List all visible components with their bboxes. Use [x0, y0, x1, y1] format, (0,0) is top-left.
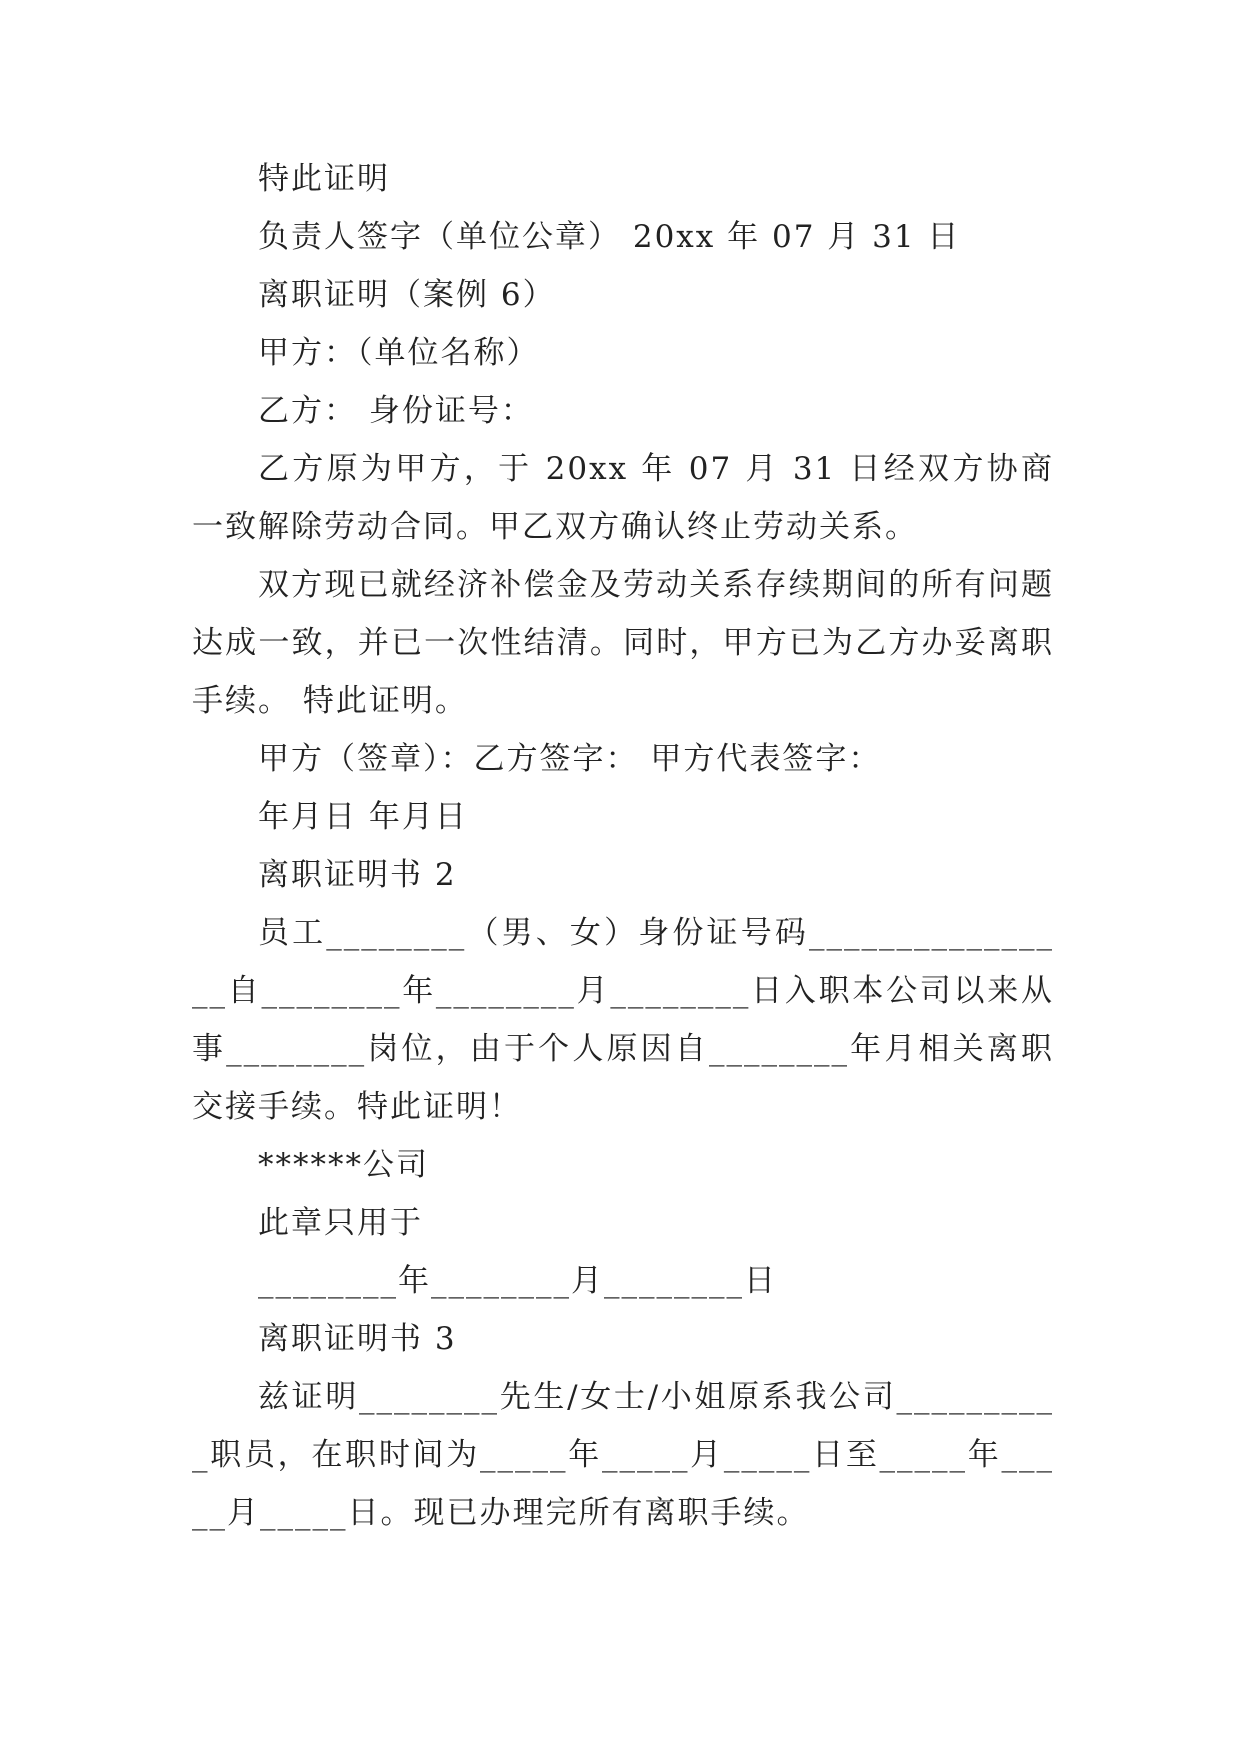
employee-paragraph: 员工________（男、女）身份证号码________________自________年________月________日入职本公司以来从事________岗位，由于个人原因自________年月相关离职交接手续。特此证明！: [192, 915, 1054, 1125]
section-title-certificate-2: 离职证明书 2: [258, 857, 457, 893]
settlement-paragraph: 双方现已就经济补偿金及劳动关系存续期间的所有问题达成一致，并已一次性结清。同时，甲方已为乙方办妥离职手续。 特此证明。: [192, 567, 1054, 719]
document-body: [192, 150, 1054, 1542]
signature-date-line: 负责人签字（单位公章） 20xx 年 07 月 31 日: [258, 219, 961, 255]
section-title-certificate-3: 离职证明书 3: [258, 1321, 457, 1357]
section-title-case-6: 离职证明（案例 6）: [258, 277, 556, 313]
termination-paragraph: 乙方原为甲方，于 20xx 年 07 月 31 日经双方协商一致解除劳动合同。甲乙双方确认终止劳动关系。: [192, 451, 1054, 545]
certification-paragraph: 兹证明________先生/女士/小姐原系我公司__________职员，在职时间为_____年_____月_____日至_____年_____月_____日。现已办理完所有离职手续。: [192, 1379, 1054, 1531]
party-b-line: 乙方： 身份证号：: [258, 393, 534, 429]
seal-usage-line: 此章只用于: [258, 1205, 423, 1241]
date-fields-line: 年月日 年月日: [258, 799, 468, 835]
blank-date-line: ________年________月________日: [258, 1263, 777, 1299]
closing-statement: 特此证明: [258, 161, 390, 197]
party-a-line: 甲方：（单位名称）: [258, 335, 540, 371]
signature-fields-line: 甲方（签章）：乙方签字： 甲方代表签字：: [258, 741, 882, 777]
company-name-line: ******公司: [258, 1147, 429, 1183]
